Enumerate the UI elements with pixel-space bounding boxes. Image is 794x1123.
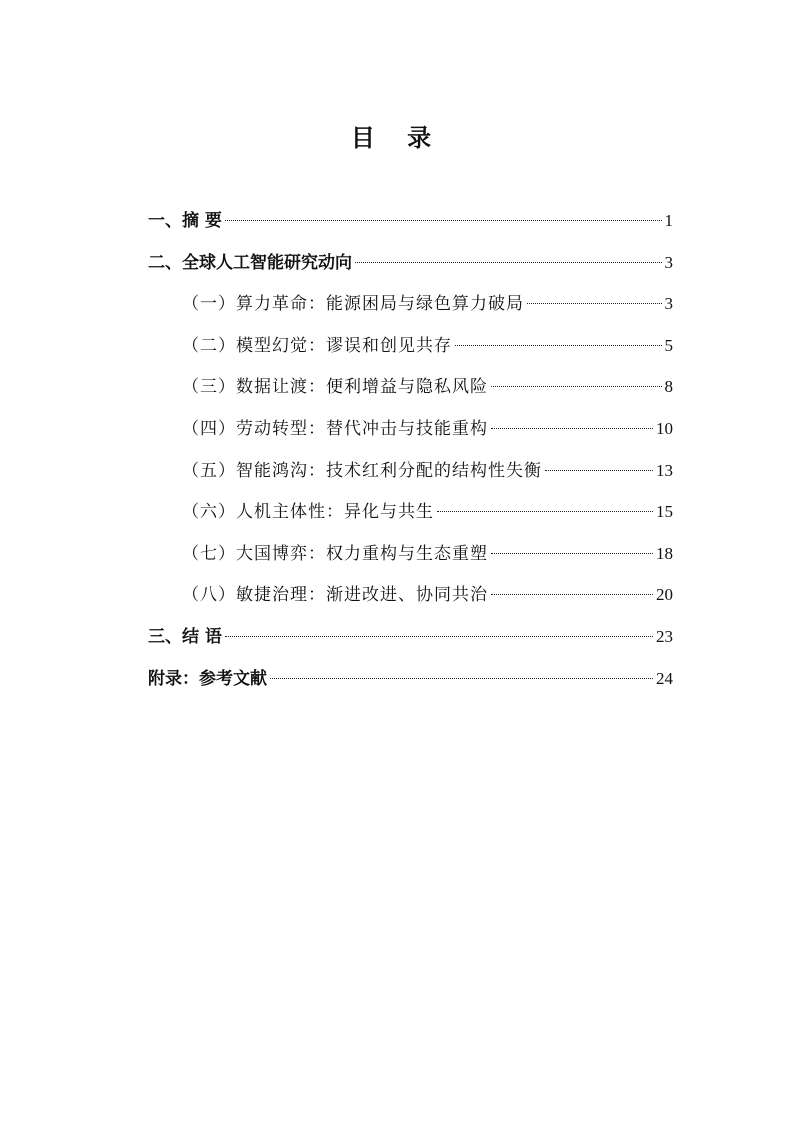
toc-entry-subsection-4[interactable] bbox=[148, 408, 673, 450]
dot-leader bbox=[225, 220, 662, 221]
dot-leader bbox=[270, 678, 653, 679]
toc-entry-appendix[interactable] bbox=[148, 658, 673, 700]
dot-leader bbox=[455, 345, 662, 346]
dot-leader bbox=[527, 303, 662, 304]
toc-entry-label: 一、摘 要 bbox=[148, 211, 222, 231]
dot-leader bbox=[491, 594, 653, 595]
toc-entry-subsection-2[interactable] bbox=[148, 325, 673, 367]
toc-entry-section-2[interactable] bbox=[148, 242, 673, 284]
toc-entry-subsection-7[interactable] bbox=[148, 533, 673, 575]
table-of-contents bbox=[148, 200, 673, 699]
dot-leader bbox=[491, 386, 662, 387]
dot-leader bbox=[491, 428, 653, 429]
toc-entry-page: 3 bbox=[664, 252, 673, 272]
toc-entry-page: 20 bbox=[656, 585, 673, 605]
toc-entry-conclusion[interactable] bbox=[148, 616, 673, 658]
toc-entry-label: （八）敏捷治理：渐进改进、协同共治 bbox=[182, 585, 488, 606]
dot-leader bbox=[491, 553, 653, 554]
toc-entry-subsection-6[interactable] bbox=[148, 491, 673, 533]
toc-entry-page: 1 bbox=[664, 211, 673, 230]
toc-entry-label: （六）人机主体性：异化与共生 bbox=[182, 502, 434, 523]
toc-entry-page: 24 bbox=[656, 668, 673, 688]
toc-entry-label: （七）大国博弈：权力重构与生态重塑 bbox=[182, 543, 488, 564]
toc-entry-subsection-8[interactable] bbox=[148, 574, 673, 616]
toc-entry-page: 5 bbox=[664, 335, 673, 355]
toc-entry-page: 13 bbox=[656, 460, 673, 480]
toc-entry-label: （四）劳动转型：替代冲击与技能重构 bbox=[182, 418, 488, 439]
dot-leader bbox=[225, 636, 653, 637]
toc-entry-page: 18 bbox=[656, 543, 673, 563]
toc-entry-page: 23 bbox=[656, 626, 673, 646]
toc-entry-subsection-3[interactable] bbox=[148, 366, 673, 408]
toc-entry-label: 附录：参考文献 bbox=[148, 668, 267, 689]
toc-entry-subsection-5[interactable] bbox=[148, 450, 673, 492]
toc-entry-page: 8 bbox=[664, 377, 673, 397]
toc-entry-abstract[interactable] bbox=[148, 200, 673, 242]
dot-leader bbox=[437, 511, 653, 512]
toc-title: 目 录 bbox=[350, 124, 444, 152]
toc-entry-page: 3 bbox=[664, 294, 673, 314]
toc-entry-label: 三、结 语 bbox=[148, 626, 222, 647]
toc-entry-page: 15 bbox=[656, 502, 673, 522]
toc-entry-subsection-1[interactable] bbox=[148, 283, 673, 325]
dot-leader bbox=[545, 470, 653, 471]
toc-entry-label: （一）算力革命：能源困局与绿色算力破局 bbox=[182, 294, 524, 315]
toc-entry-label: 二、全球人工智能研究动向 bbox=[148, 252, 352, 273]
toc-entry-label: （五）智能鸿沟：技术红利分配的结构性失衡 bbox=[182, 460, 542, 481]
toc-entry-page: 10 bbox=[656, 418, 673, 438]
toc-entry-label: （二）模型幻觉：谬误和创见共存 bbox=[182, 335, 452, 356]
toc-entry-label: （三）数据让渡：便利增益与隐私风险 bbox=[182, 377, 488, 398]
dot-leader bbox=[355, 262, 662, 263]
